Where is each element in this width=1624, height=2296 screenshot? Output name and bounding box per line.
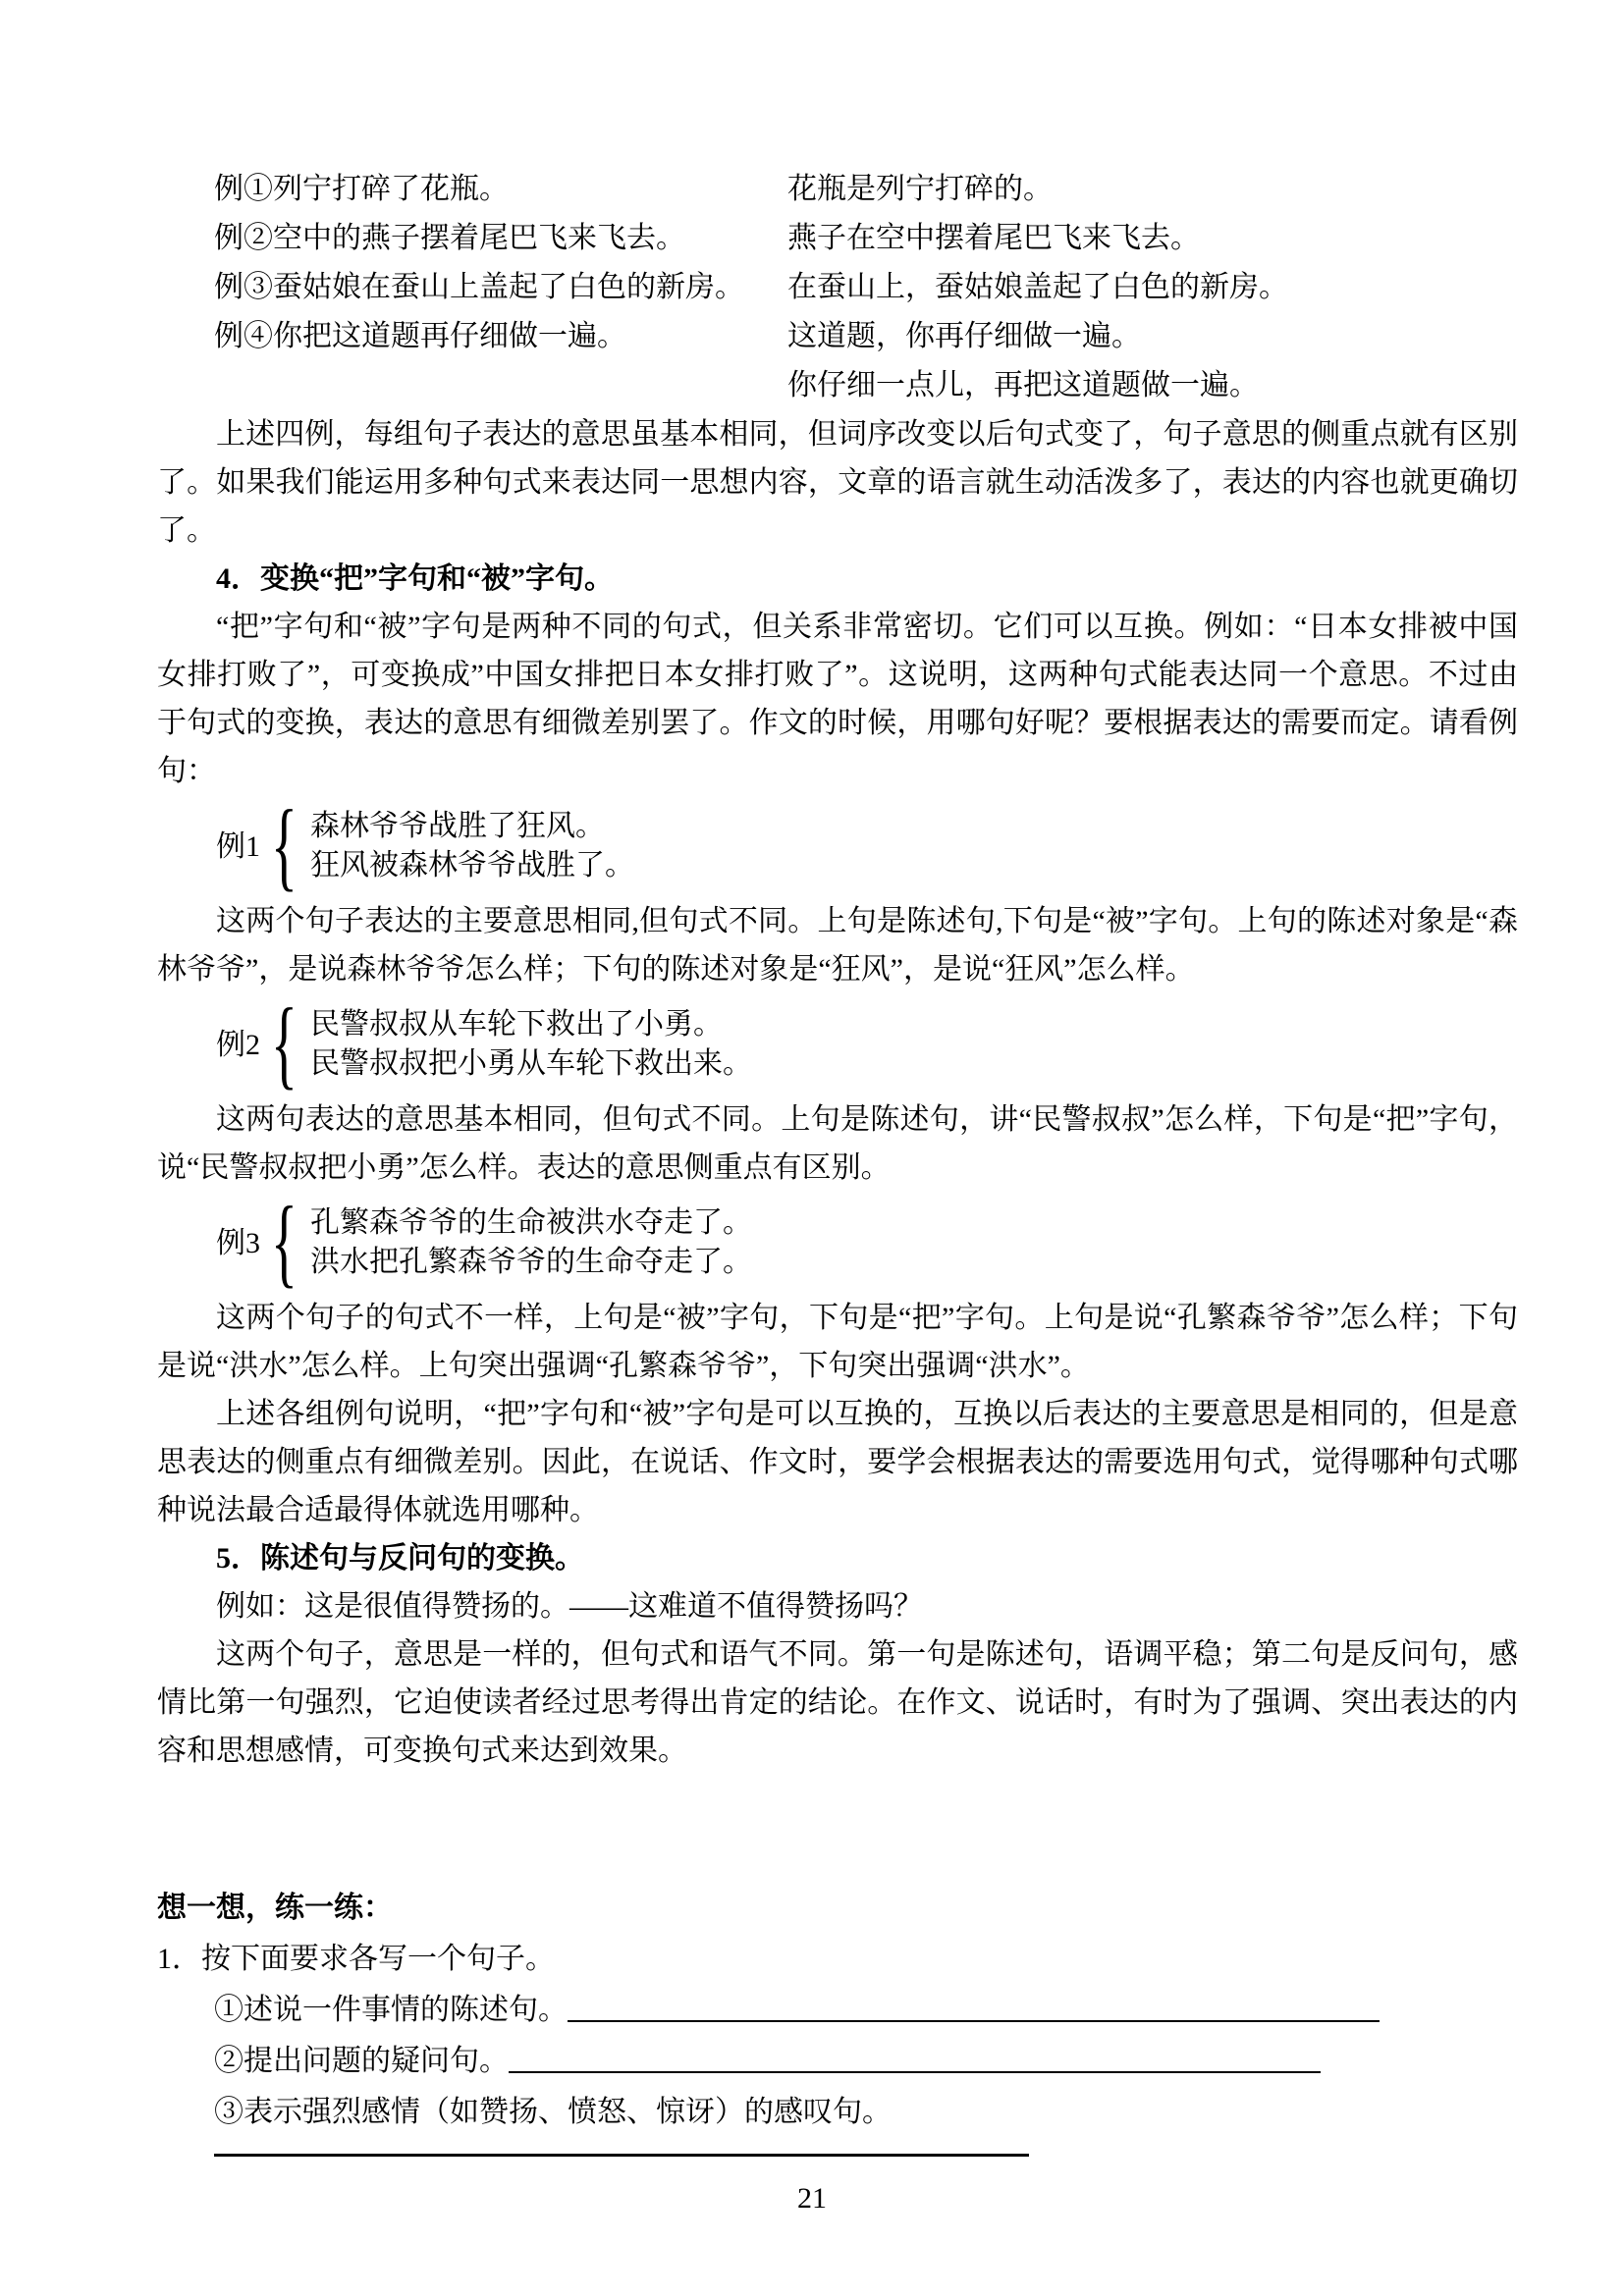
example-2-block bbox=[157, 988, 1518, 1099]
section-5-heading: 5．陈述句与反问句的变换。 bbox=[216, 1542, 584, 1575]
example-2-sentences bbox=[310, 1005, 752, 1084]
example-2-line-1: 民警叔叔从车轮下救出了小勇。 bbox=[309, 1008, 723, 1041]
pair-left-sentence: 例①列宁打碎了花瓶。 bbox=[214, 173, 509, 205]
example-1-label: 例1 bbox=[216, 829, 260, 863]
left-brace-icon: { bbox=[271, 988, 298, 1099]
analysis-3-paragraph: 这两个句子的句式不一样，上句是“被”字句，下句是“把”字句。上句是说“孔繁森爷爷”怎么样；下句是说“洪水”怎么样。上句突出强调“孔繁森爷爷”，下句突出强调“洪水”。 bbox=[157, 1302, 1518, 1382]
analysis-1-paragraph: 这两个句子表达的主要意思相同,但句式不同。上句是陈述句,下句是“被”字句。上句的陈述对象是“森林爷爷”，是说森林爷爷怎么样；下句的陈述对象是“狂风”，是说“狂风”怎么样。 bbox=[157, 905, 1518, 986]
exercise-item-1: 1．按下面要求各写一个句子。 bbox=[157, 1943, 555, 1975]
exercise-section bbox=[157, 1883, 1518, 2157]
example-2-line-2: 民警叔叔把小勇从车轮下救出来。 bbox=[309, 1047, 752, 1080]
example-3-line-2: 洪水把孔繁森爷爷的生命夺走了。 bbox=[309, 1246, 752, 1278]
example-pair-row bbox=[157, 361, 1518, 410]
example-1-block bbox=[157, 790, 1518, 901]
pair-right-sentence: 这道题，你再仔细做一遍。 bbox=[787, 320, 1141, 352]
example-3-label: 例3 bbox=[216, 1226, 260, 1259]
example-3-sentences bbox=[310, 1203, 752, 1282]
section-4-body-paragraph: “把”字句和“被”字句是两种不同的句式，但关系非常密切。它们可以互换。例如：“日本女排被中国女排打败了”，可变换成”中国女排把日本女排打败了”。这说明，这两种句式能表达同一个意思。不过由于句式的变换，表达的意思有细微差别罢了。作文的时候，用哪句好呢？要根据表达的需要而定。请看例句： bbox=[157, 611, 1518, 787]
example-1-line-1: 森林爷爷战胜了狂风。 bbox=[309, 810, 605, 842]
section-5-example-paragraph: 例如：这是很值得赞扬的。——这难道不值得赞扬吗？ bbox=[216, 1590, 923, 1623]
section-4-summary-paragraph: 上述各组例句说明，“把”字句和“被”字句是可以互换的，互换以后表达的主要意思是相同的，但是意思表达的侧重点有细微差别。因此，在说话、作文时，要学会根据表达的需要选用句式，觉得哪种句式哪种说法最合适最得体就选用哪种。 bbox=[157, 1398, 1518, 1526]
left-brace-icon: { bbox=[271, 1187, 298, 1298]
exercise-sub-item-2 bbox=[157, 2036, 1518, 2087]
example-3-block bbox=[157, 1187, 1518, 1298]
pair-right-sentence: 你仔细一点儿，再把这道题做一遍。 bbox=[787, 369, 1259, 401]
section-5-analysis-paragraph: 这两个句子，意思是一样的，但句式和语气不同。第一句是陈述句，语调平稳；第二句是反问句，感情比第一句强烈，它迫使读者经过思考得出肯定的结论。在作文、说话时，有时为了强调、突出表达的内容和思想感情，可变换句式来达到效果。 bbox=[157, 1638, 1518, 1767]
exercise-sub-item-1 bbox=[157, 1985, 1518, 2036]
pair-right-sentence: 花瓶是列宁打碎的。 bbox=[787, 173, 1053, 205]
answer-blank-line-2 bbox=[509, 2042, 1321, 2073]
example-pair-row bbox=[157, 312, 1518, 361]
left-brace-icon: { bbox=[271, 790, 298, 901]
pair-right-sentence: 燕子在空中摆着尾巴飞来飞去。 bbox=[787, 222, 1200, 254]
exercise-sub-item-2-label: ②提出问题的疑问句。 bbox=[214, 2045, 509, 2077]
example-1-sentences bbox=[310, 807, 634, 885]
pair-left-sentence: 例④你把这道题再仔细做一遍。 bbox=[214, 320, 626, 352]
exercise-sub-item-1-label: ①述说一件事情的陈述句。 bbox=[214, 1994, 568, 2026]
intro-paragraph: 上述四例，每组句子表达的意思虽基本相同，但词序改变以后句式变了，句子意思的侧重点就有区别了。如果我们能运用多种句式来表达同一思想内容，文章的语言就生动活泼多了，表达的内容也就更确切了。 bbox=[157, 418, 1518, 547]
answer-blank-line-1 bbox=[568, 1991, 1380, 2022]
analysis-2-paragraph: 这两句表达的意思基本相同，但句式不同。上句是陈述句，讲“民警叔叔”怎么样，下句是“把”字句，说“民警叔叔把小勇”怎么样。表达的意思侧重点有区别。 bbox=[157, 1103, 1518, 1184]
example-pair-row bbox=[157, 165, 1518, 214]
example-pairs-table bbox=[157, 165, 1518, 410]
section-4-heading: 4．变换“把”字句和“被”字句。 bbox=[216, 562, 614, 595]
exercise-sub-item-3 bbox=[157, 2087, 1518, 2138]
page-number: 21 bbox=[797, 2182, 827, 2215]
exercise-title: 想一想，练一练： bbox=[157, 1892, 393, 1924]
example-3-line-1: 孔繁森爷爷的生命被洪水夺走了。 bbox=[309, 1206, 752, 1239]
pair-left-sentence: 例②空中的燕子摆着尾巴飞来飞去。 bbox=[214, 222, 685, 254]
example-1-line-2: 狂风被森林爷爷战胜了。 bbox=[309, 849, 634, 881]
answer-blank-line-3 bbox=[214, 2154, 1029, 2157]
pair-right-sentence: 在蚕山上，蚕姑娘盖起了白色的新房。 bbox=[787, 271, 1288, 303]
page-content bbox=[157, 165, 1518, 2157]
example-pair-row bbox=[157, 263, 1518, 312]
example-pair-row bbox=[157, 214, 1518, 263]
exercise-sub-item-3-label: ③表示强烈感情（如赞扬、愤怒、惊讶）的感叹句。 bbox=[214, 2096, 892, 2128]
pair-left-sentence: 例③蚕姑娘在蚕山上盖起了白色的新房。 bbox=[214, 271, 744, 303]
example-2-label: 例2 bbox=[216, 1028, 260, 1061]
